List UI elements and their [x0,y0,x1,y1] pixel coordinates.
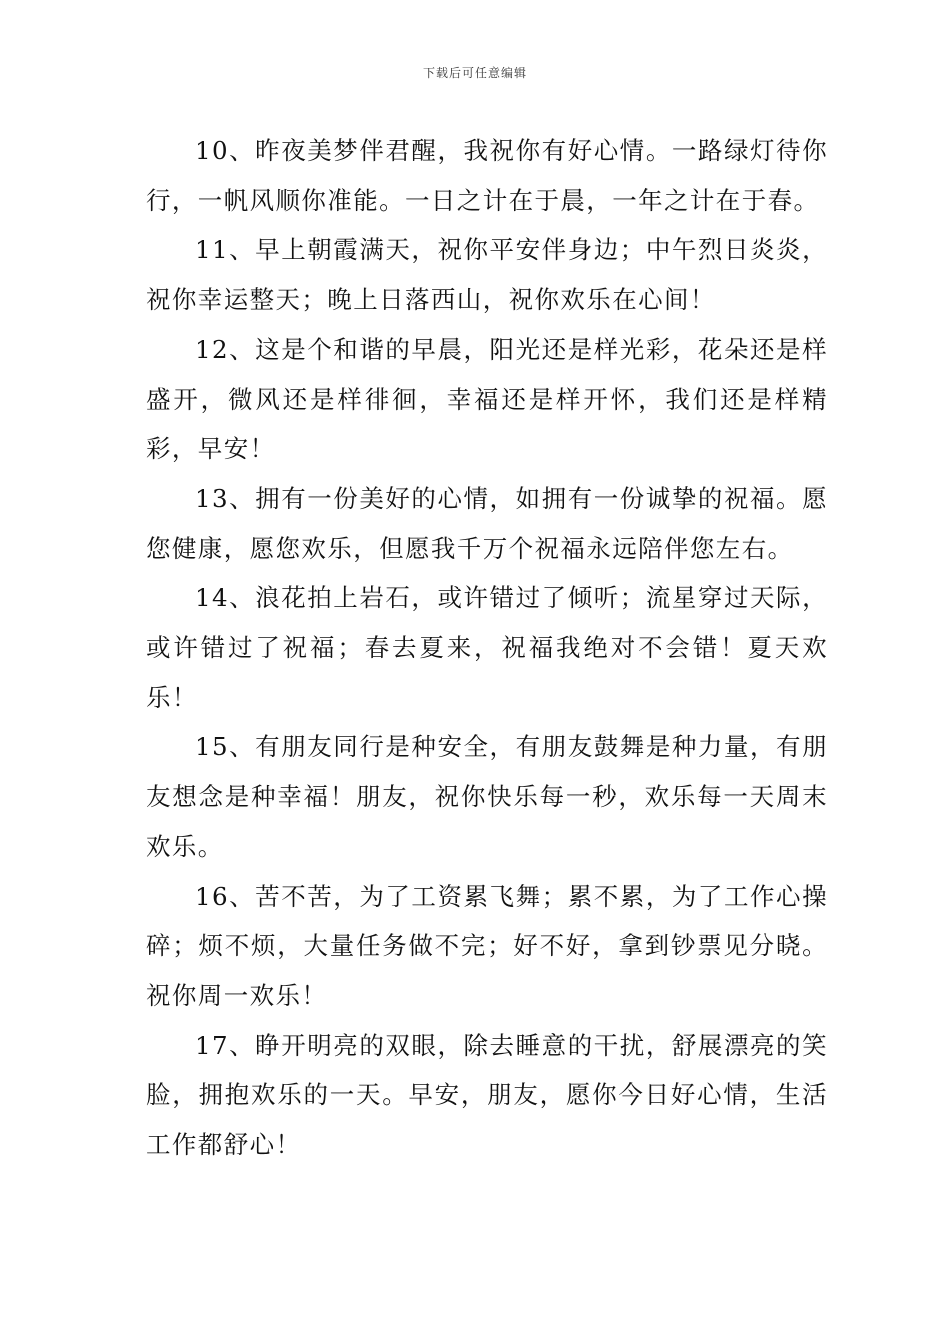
page-header: 下载后可任意编辑 [422,66,527,80]
paragraph-10: 10、昨夜美梦伴君醒，我祝你有好心情。一路绿灯待你行，一帆风顺你准能。一日之计在于晨，一年之计在于春。 [146,136,828,215]
paragraph-13: 13、拥有一份美好的心情，如拥有一份诚挚的祝福。愿您健康，愿您欢乐，但愿我千万个祝福永远陪伴您左右。 [146,483,828,563]
paragraph-15: 15、有朋友同行是种安全，有朋友鼓舞是种力量，有朋友想念是种幸福！朋友，祝你快乐每一秒，欢乐每一天周末欢乐。 [146,732,828,861]
paragraph-12: 12、这是个和谐的早晨，阳光还是样光彩，花朵还是样盛开，微风还是样徘徊，幸福还是样开怀，我们还是样精彩，早安！ [146,334,828,464]
paragraph-16: 16、苦不苦，为了工资累飞舞；累不累，为了工作心操碎；烦不烦，大量任务做不完；好不好，拿到钞票见分晓。祝你周一欢乐！ [146,881,828,1010]
paragraph-17: 17、睁开明亮的双眼，除去睡意的干扰，舒展漂亮的笑脸，拥抱欢乐的一天。早安，朋友，愿你今日好心情，生活工作都舒心！ [146,1030,828,1160]
paragraph-11: 11、早上朝霞满天，祝你平安伴身边；中午烈日炎炎，祝你幸运整天；晚上日落西山，祝你欢乐在心间！ [146,235,828,315]
paragraph-14: 14、浪花拍上岩石，或许错过了倾听；流星穿过天际，或许错过了祝福；春去夏来，祝福我绝对不会错！夏天欢乐！ [146,583,828,712]
document-body [146,126,828,1170]
